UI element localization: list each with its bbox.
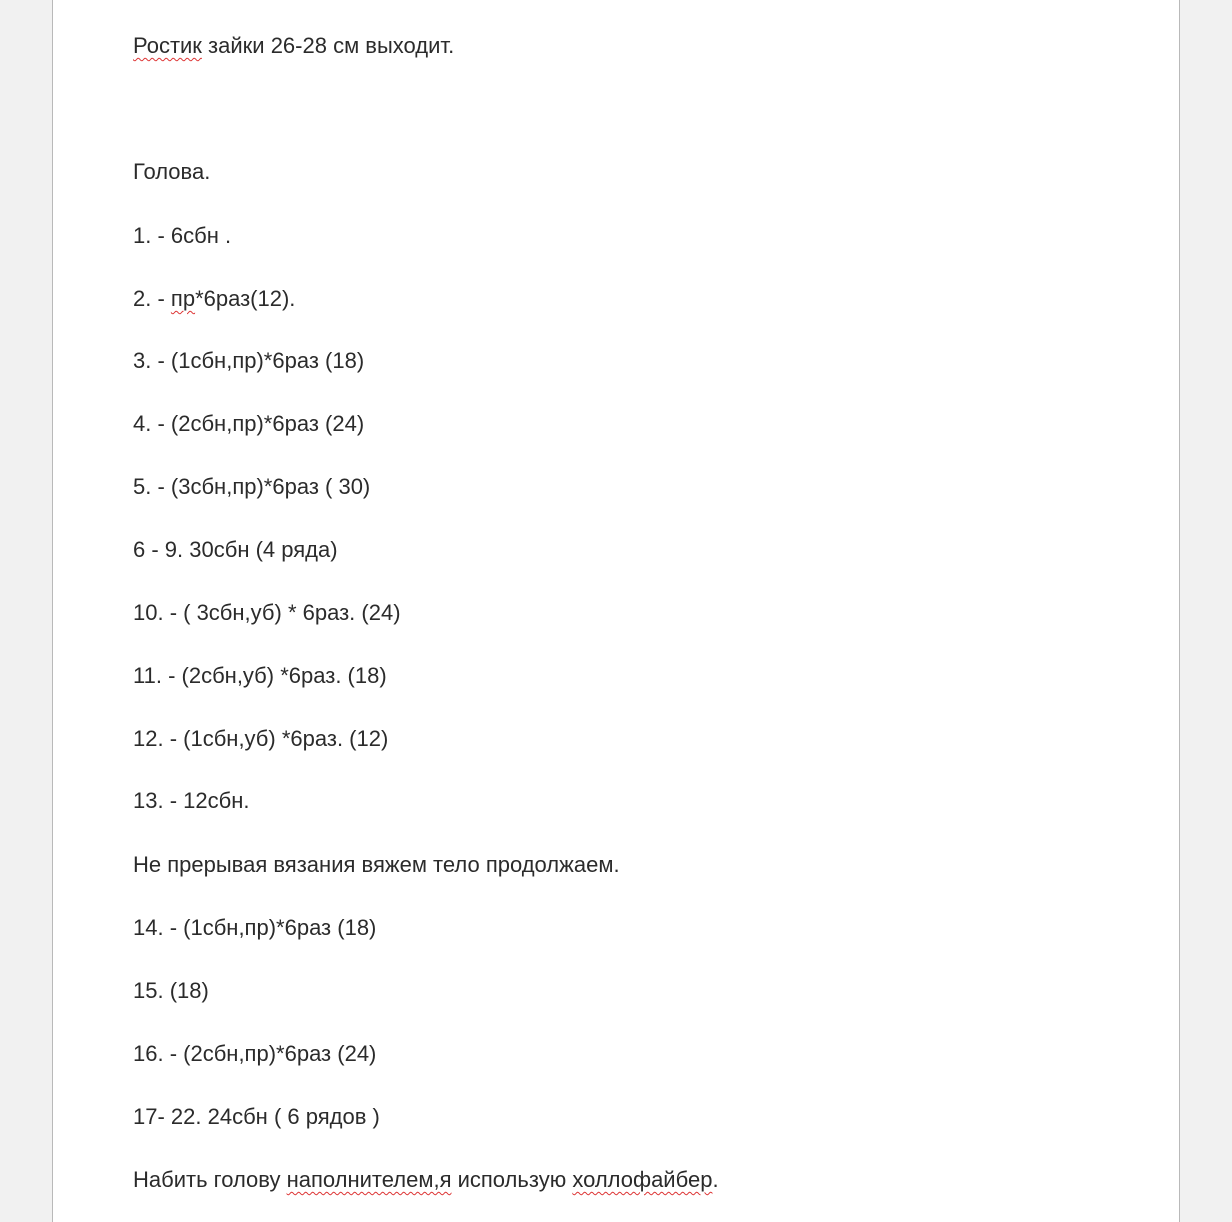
row-17-22: 17- 22. 24сбн ( 6 рядов )	[133, 1104, 380, 1129]
row-2	[133, 285, 295, 313]
misspelled-word: пр	[170, 286, 196, 311]
misspelled-word: Ростик	[133, 33, 202, 58]
stuffing-line	[133, 1166, 719, 1194]
stuffing-text-2: использую	[451, 1167, 573, 1192]
row-15: 15. (18)	[133, 978, 209, 1003]
row-4: 4. - (2сбн,пр)*6раз (24)	[133, 411, 365, 436]
row-3: 3. - (1сбн,пр)*6раз (18)	[133, 348, 365, 373]
row-16: 16. - (2сбн,пр)*6раз (24)	[133, 1041, 377, 1066]
misspelled-word: холлофайбер	[572, 1167, 713, 1192]
body-note: Не прерывая вязания вяжем тело продолжаем.	[133, 852, 620, 877]
stuffing-text-1: Набить голову	[133, 1167, 287, 1192]
row-6-9: 6 - 9. 30сбн (4 ряда)	[133, 537, 338, 562]
row-11: 11. - (2сбн,уб) *6раз. (18)	[133, 663, 387, 688]
row-2-prefix: 2. -	[133, 286, 171, 311]
intro-text: зайки 26-28 см выходит.	[201, 33, 455, 58]
row-2-suffix: *6раз(12).	[195, 286, 296, 311]
row-5: 5. - (3сбн,пр)*6раз ( 30)	[133, 474, 371, 499]
row-1: 1. - 6сбн .	[133, 223, 232, 248]
row-10: 10. - ( 3сбн,уб) * 6раз. (24)	[133, 600, 401, 625]
row-14: 14. - (1сбн,пр)*6раз (18)	[133, 915, 377, 940]
intro-line	[133, 32, 454, 60]
document-page	[52, 0, 1180, 1222]
row-13: 13. - 12сбн.	[133, 788, 250, 813]
misspelled-word: наполнителем,я	[286, 1167, 452, 1192]
stuffing-text-3: .	[712, 1167, 719, 1192]
row-12: 12. - (1сбн,уб) *6раз. (12)	[133, 726, 389, 751]
section-heading: Голова.	[133, 159, 211, 184]
